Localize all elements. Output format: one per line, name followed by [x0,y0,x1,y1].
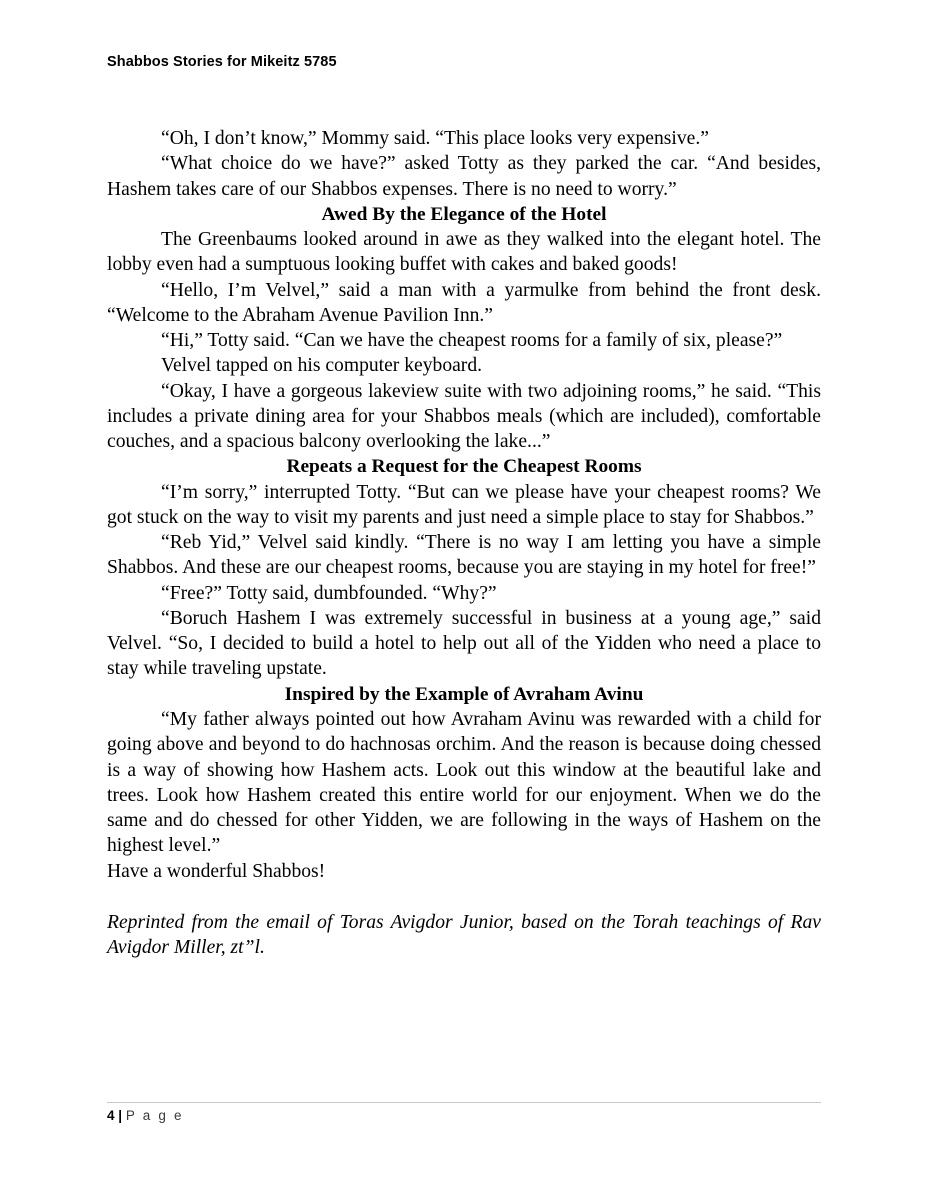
section-heading: Inspired by the Example of Avraham Avinu [284,683,644,705]
paragraph: “What choice do we have?” asked Totty as they parked the car. “And besides, Hashem takes care of our Shabbos expenses. There is no need to worry.” [107,153,821,200]
paragraph: Have a wonderful Shabbos! [107,860,326,882]
page-header: Shabbos Stories for Mikeitz 5785 [107,54,337,70]
paragraph: “Oh, I don’t know,” Mommy said. “This place looks very expensive.” [161,128,709,149]
paragraph: “I’m sorry,” interrupted Totty. “But can we please have your cheapest rooms? We got stuck on the way to visit my parents and just need a simple place to stay for Shabbos.” [107,481,821,528]
paragraph: “My father always pointed out how Avraham Avinu was rewarded with a child for going above and beyond to do hachnosas orchim. And the reason is because doing chessed is a way of showing how Hashem acts. Look out this window at the beautiful lake and trees. Look how Hashem created this entire world for our enjoyment. When we do the same and do chessed for other Yidden, we are following in the ways of Hashem on the highest level.” [107,708,821,857]
paragraph: “Hi,” Totty said. “Can we have the cheapest rooms for a family of six, please?” [161,330,783,352]
footer-divider [107,1102,821,1103]
reprint-note: Reprinted from the email of Toras Avigdor Junior, based on the Torah teachings of Rav Avigdor Miller, zt”l. [107,911,821,959]
document-body [107,126,821,960]
paragraph: Velvel tapped on his computer keyboard. [161,355,483,377]
paragraph: “Boruch Hashem I was extremely successful in business at a young age,” said Velvel. “So, I decided to build a hotel to help out all of the Yidden who need a place to stay while traveling upstate. [107,607,821,680]
paragraph: “Free?” Totty said, dumbfounded. “Why?” [161,582,497,604]
paragraph: “Reb Yid,” Velvel said kindly. “There is no way I am letting you have a simple Shabbos. And these are our cheapest rooms, because you are staying in my hotel for free!” [107,532,821,579]
paragraph: “Hello, I’m Velvel,” said a man with a yarmulke from behind the front desk. “Welcome to the Abraham Avenue Pavilion Inn.” [107,279,821,326]
footer-separator: | [118,1108,123,1123]
section-heading: Awed By the Elegance of the Hotel [321,203,607,225]
paragraph: “Okay, I have a gorgeous lakeview suite with two adjoining rooms,” he said. “This includes a private dining area for your Shabbos meals (which are included), comfortable couches, and a spacious balcony overlooking the lake...” [107,380,821,453]
section-heading: Repeats a Request for the Cheapest Rooms [286,456,642,478]
footer-page-number: 4 [107,1108,115,1123]
footer-page-label: P a g e [125,1108,184,1123]
page-footer [107,1108,184,1123]
paragraph: The Greenbaums looked around in awe as they walked into the elegant hotel. The lobby even had a sumptuous looking buffet with cakes and baked goods! [107,229,821,276]
